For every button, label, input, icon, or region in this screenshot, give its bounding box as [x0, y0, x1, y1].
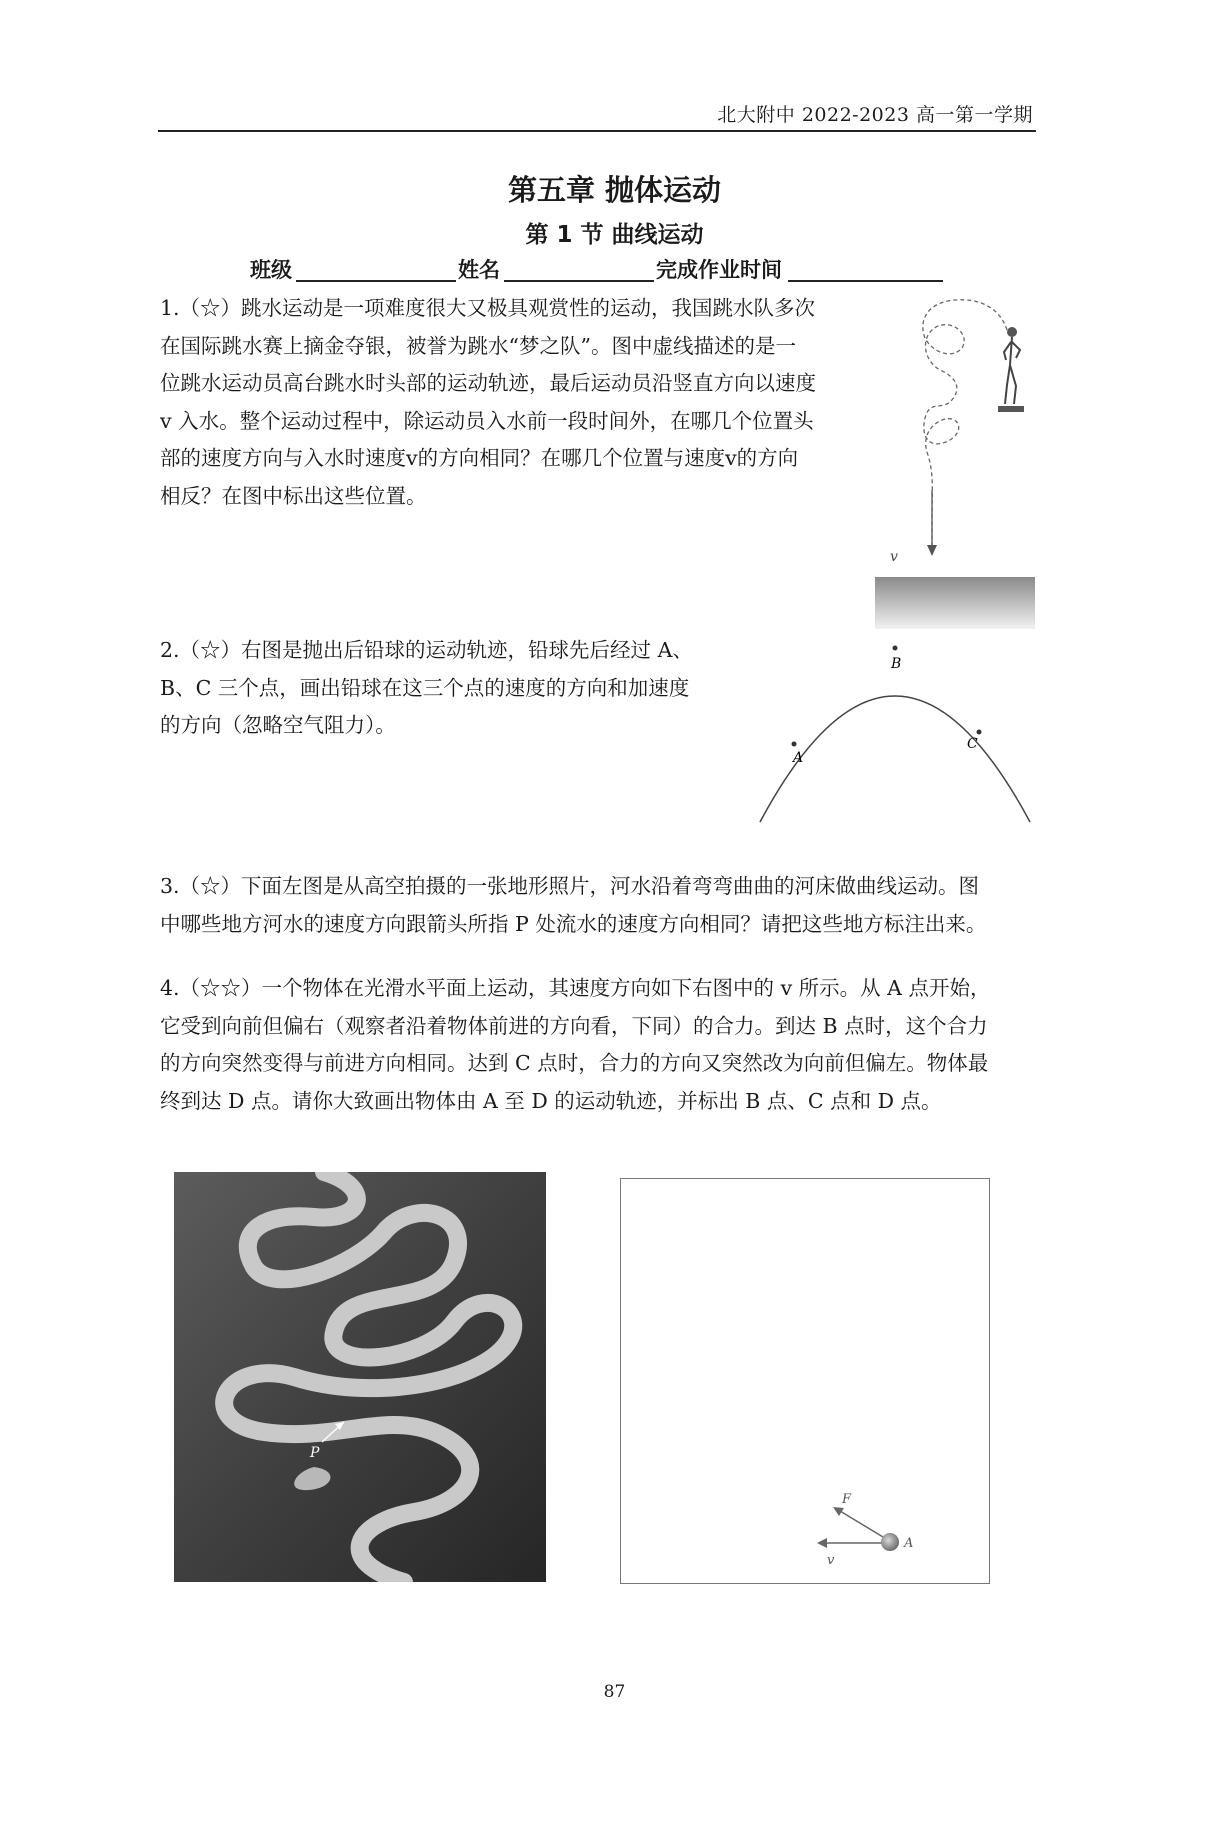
velocity-label: v: [827, 1553, 835, 1568]
force-label: F: [842, 1492, 852, 1507]
question-1: [160, 290, 895, 515]
question-1-line: 位跳水运动员高台跳水时头部的运动轨迹，最后运动员沿竖直方向以速度: [160, 371, 816, 395]
velocity-label: v: [890, 549, 898, 565]
question-4-line: 它受到向前但偏右（观察者沿着物体前进的方向看，下同）的合力。到达 B 点时，这个合力: [160, 1013, 988, 1038]
point-a-label: A: [904, 1536, 914, 1551]
question-2-line: 的方向（忽略空气阻力）。: [160, 713, 396, 737]
question-1-line: 1.（☆）跳水运动是一项难度很大又极具观赏性的运动，我国跳水队多次: [160, 296, 816, 320]
water-surface: [875, 577, 1035, 629]
name-label: 姓名: [458, 258, 500, 282]
point-c-label: C: [967, 736, 978, 752]
point-a-label: A: [793, 750, 804, 766]
entry-velocity-arrowhead: [927, 545, 937, 556]
class-blank[interactable]: [296, 280, 456, 282]
question-4-line: 4.（☆☆）一个物体在光滑水平面上运动，其速度方向如下右图中的 v 所示。从 A 点开始，: [160, 976, 991, 1000]
point-b-dot: [893, 646, 898, 651]
diving-platform: [998, 406, 1024, 412]
question-4-line: 的方向突然变得与前进方向相同。达到 C 点时，合力的方向又突然改为向前但偏左。物体最: [160, 1051, 989, 1075]
force-arrow: [840, 1511, 888, 1540]
question-2: [160, 632, 760, 745]
question-2-line: 2.（☆）右图是抛出后铅球的运动轨迹，铅球先后经过 A、: [160, 638, 693, 662]
p-label: P: [310, 1445, 320, 1461]
object-ball: [881, 1533, 899, 1551]
diver-figure: [1004, 327, 1020, 404]
point-b-label: B: [891, 656, 902, 672]
header-school-term: 北大附中 2022-2023 高一第一学期: [717, 104, 1033, 126]
force-arrowhead: [833, 1507, 844, 1516]
time-label: 完成作业时间: [656, 258, 782, 282]
question-1-line: 部的速度方向与入水时速度v的方向相同？在哪几个位置与速度v的方向: [160, 446, 799, 470]
question-3-line: 3.（☆）下面左图是从高空拍摄的一张地形照片，河水沿着弯弯曲曲的河床做曲线运动。图: [160, 874, 980, 898]
shotput-trajectory-figure: [745, 640, 1050, 830]
head-trajectory: [923, 300, 1007, 545]
velocity-arrowhead: [817, 1538, 827, 1548]
class-label: 班级: [250, 258, 292, 282]
diver-trajectory-figure: [870, 290, 1040, 630]
name-blank[interactable]: [504, 280, 654, 282]
question-4: [160, 970, 1038, 1120]
river-aerial-photo: [174, 1172, 546, 1582]
page-number: 87: [603, 1682, 626, 1702]
section-title: 第 1 节 曲线运动: [525, 222, 704, 248]
header-divider: [158, 130, 1036, 132]
point-c-dot: [977, 730, 982, 735]
point-a-dot: [792, 742, 797, 747]
question-3-line: 中哪些地方河水的速度方向跟箭头所指 P 处流水的速度方向相同？请把这些地方标注出来。: [160, 911, 987, 936]
question-1-line: 相反？在图中标出这些位置。: [160, 483, 427, 508]
chapter-title: 第五章 抛体运动: [507, 173, 722, 207]
force-velocity-diagram: [620, 1178, 990, 1584]
time-blank[interactable]: [788, 280, 943, 282]
question-3: [160, 868, 1038, 943]
question-1-line: v 入水。整个运动过程中，除运动员入水前一段时间外，在哪几个位置头: [160, 408, 814, 433]
question-4-line: 终到达 D 点。请你大致画出物体由 A 至 D 的运动轨迹，并标出 B 点、C 点和 D 点。: [160, 1088, 942, 1113]
question-1-line: 在国际跳水赛上摘金夺银，被誉为跳水“梦之队”。图中虚线描述的是一: [160, 333, 796, 358]
question-2-line: B、C 三个点，画出铅球在这三个点的速度的方向和加速度: [160, 675, 690, 700]
